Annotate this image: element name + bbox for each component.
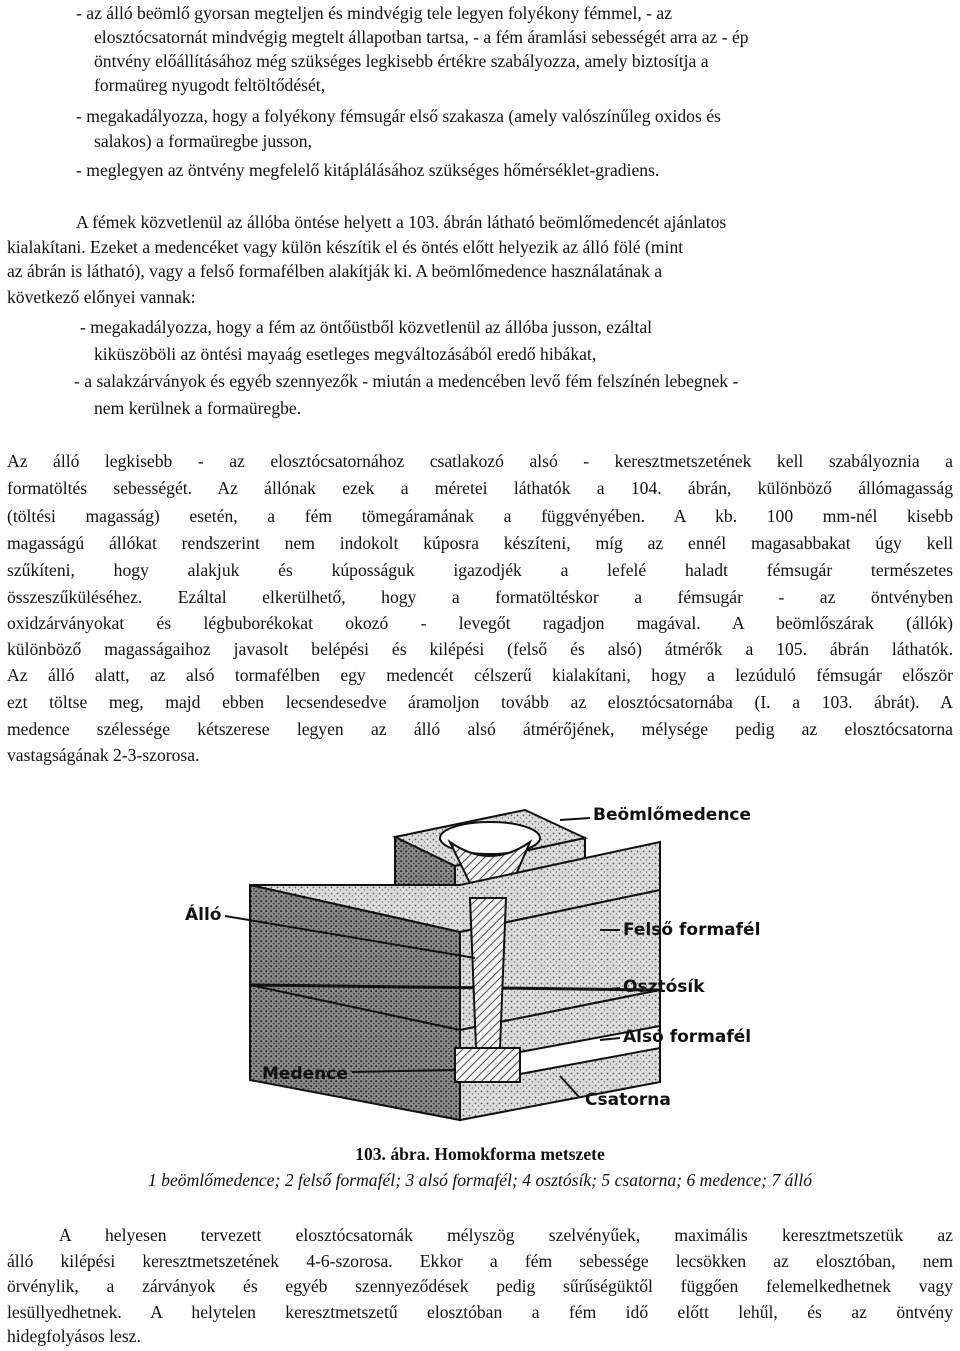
list-item: - a salakzárványok és egyéb szennyezők - miután a medencében levő fém felszínén lebegnek -: [74, 371, 739, 391]
paragraph-line: álló kilépési keresztmetszetének 4-6-szorosa. Ekkor a fém sebessége lecsökken az elosztóban, nem: [7, 1251, 953, 1271]
list-item: - megakadályozza, hogy a folyékony fémsugár első szakasza (amely valószínűleg oxidos és: [76, 106, 721, 126]
paragraph-line: vastagságának 2-3-szorosa.: [7, 745, 200, 765]
paragraph-line: lesüllyedhetnek. A helytelen keresztmetszetű elosztóban a fém idő előtt lehűl, és az öntvény: [7, 1302, 953, 1322]
label-also-formafel: Alsó formafél: [623, 1027, 752, 1047]
label-beomlomedence: Beömlőmedence: [593, 805, 752, 825]
label-felso-formafel: Felső formafél: [623, 920, 761, 940]
list-item: öntvény előállításához még szükséges legkisebb értékre szabályozza, amely biztosítja a: [94, 51, 709, 71]
label-medence: Medence: [262, 1064, 348, 1084]
list-item: - megakadályozza, hogy a fém az öntőüstből közvetlenül az állóba jusson, ezáltal: [80, 317, 653, 337]
list-item: - meglegyen az öntvény megfelelő kitáplálásához szükséges hőmérséklet-gradiens.: [76, 160, 660, 180]
paragraph-line: következő előnyei vannak:: [7, 287, 196, 307]
paragraph-line: A helyesen tervezett elosztócsatornák mélyszög szelvényűek, maximális keresztmetszetük az: [59, 1225, 953, 1245]
paragraph-line: Az álló alatt, az alsó tormafélben egy medencét célszerű kialakítani, hogy a lezúduló fémsugár először: [7, 665, 953, 685]
label-allo: Álló: [185, 905, 222, 925]
list-item: elosztócsatornát mindvégig megtelt állapotban tartsa, - a fém áramlási sebességét arra az - ép: [94, 27, 749, 47]
list-item: salakos) a formaüregbe jusson,: [94, 131, 312, 151]
list-item: nem kerülnek a formaüregbe.: [94, 398, 302, 418]
sprue: [470, 898, 506, 1048]
figure-caption-title: 103. ábra. Homokforma metszete: [355, 1144, 605, 1164]
paragraph-line: szűkíteni, hogy alakjuk és kúposságuk igazodjék a lefelé haladt fémsugár természetes: [7, 560, 953, 580]
paragraph-line: (töltési magasság) esetén, a fém tömegáramának a függvényében. A kb. 100 mm-nél kisebb: [7, 506, 953, 526]
paragraph-line: kialakítani. Ezeket a medencéket vagy külön készítik el és öntés előtt helyezik az álló fölé (mint: [7, 237, 684, 257]
list-item: - az álló beömlő gyorsan megteljen és mindvégig tele legyen folyékony fémmel, - az: [76, 3, 673, 23]
paragraph-line: különböző magasságaihoz javasolt belépési és kilépési (felső és alsó) átmérők a 105. ábrán láthatók.: [7, 639, 953, 659]
paragraph-line: hidegfolyásos lesz.: [7, 1326, 141, 1346]
list-item: kiküszöböli az öntési mayaág esetleges megváltozásából eredő hibákat,: [94, 344, 597, 364]
paragraph-line: oxidzárványokat és légbuborékokat okozó - levegőt ragadjon magával. A beömlőszárak (állók): [7, 613, 953, 633]
label-osztosik: Osztósík: [623, 977, 705, 997]
label-csatorna: Csatorna: [585, 1090, 671, 1110]
paragraph-line: A fémek közvetlenül az állóba öntése helyett a 103. ábrán látható beömlőmedencét ajánlatos: [76, 212, 727, 232]
paragraph-line: formatöltés sebességét. Az állónak ezek a méretei láthatók a 104. ábrán, különböző állómagasság: [7, 478, 953, 498]
paragraph-line: az ábrán is látható), vagy a felső formafélben alakítják ki. A beömlőmedence használatának a: [7, 261, 663, 281]
sand-mold-section-figure: [0, 790, 960, 1140]
paragraph-line: medence szélessége kétszerese legyen az álló alsó átmérőjének, mélysége pedig az elosztócsatorna: [7, 719, 953, 739]
sprue-well: [455, 1048, 520, 1082]
paragraph-line: örvénylik, a zárványok és egyéb szennyeződések pedig sűrűségüktől függően felemelkedhetnek vagy: [7, 1276, 953, 1296]
list-item: formaüreg nyugodt feltöltődését,: [94, 75, 326, 95]
paragraph-line: ezt töltse meg, majd ebben lecsendesedve áramoljon tovább az elosztócsatornába (I. a 103. ábrát). A: [7, 692, 953, 712]
figure-caption-description: 1 beömlőmedence; 2 felső formafél; 3 alsó formafél; 4 osztósík; 5 csatorna; 6 medence; 7 álló: [147, 1170, 813, 1190]
paragraph-line: Az álló legkisebb - az elosztócsatornához csatlakozó alsó - keresztmetszetének kell szabályoznia a: [7, 451, 953, 471]
paragraph-line: összeszűküléséhez. Ezáltal elkerülhető, hogy a formatöltéskor a fémsugár - az öntvényben: [7, 587, 953, 607]
paragraph-line: magasságú állókat rendszerint nem indokolt kúposra készíteni, míg az ennél magasabbakat úgy kell: [7, 533, 953, 553]
